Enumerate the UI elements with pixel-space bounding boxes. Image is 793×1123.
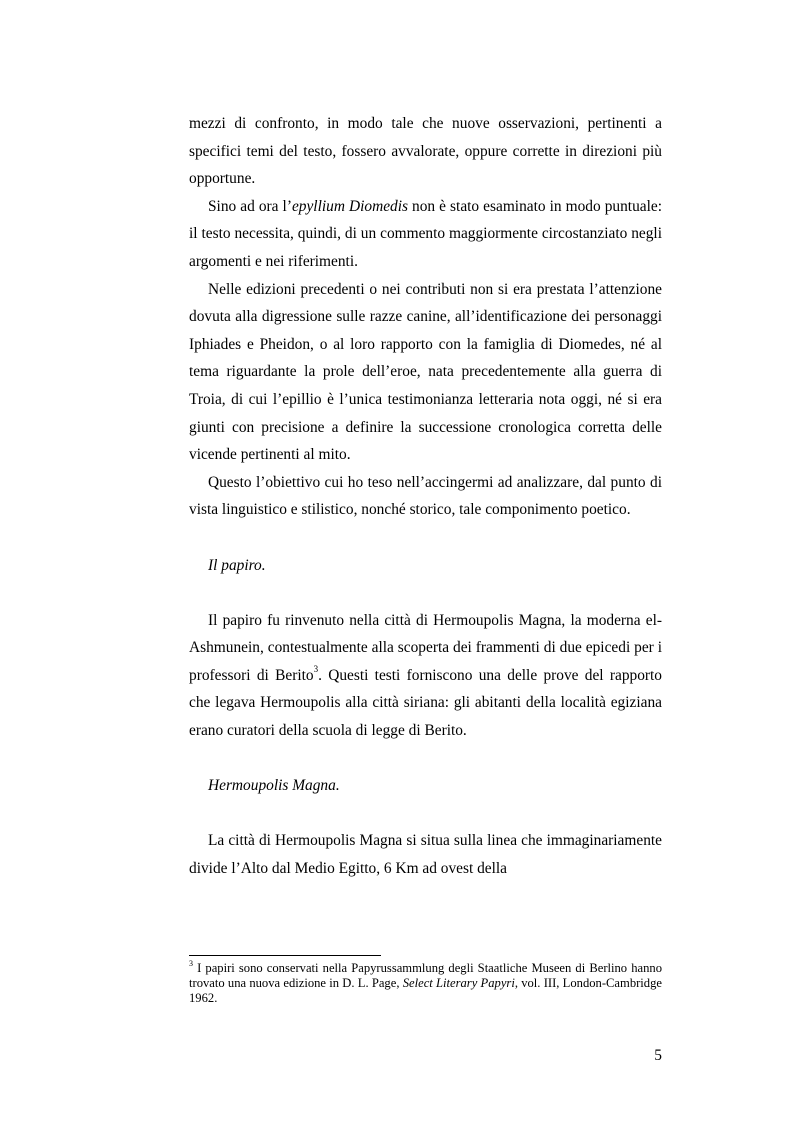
paragraph-previous-editions <box>189 276 662 469</box>
paragraph-hermoupolis <box>189 827 662 882</box>
footnote-text: I papiri sono conservati nella Papyrussammlung degli Staatliche Museen di Berlino hanno trovato una nuova edizione in D. L. Page, <box>189 961 662 990</box>
italic-title: epyllium Diomedis <box>291 197 408 215</box>
footnote-divider <box>189 955 381 956</box>
footnote <box>189 958 662 1006</box>
paragraph-text: Il papiro fu rinvenuto nella città di Hermoupolis Magna, la moderna el-Ashmunein, contestualmente alla scoperta dei frammenti di due epicedi per i professori di Berito <box>189 611 662 684</box>
paragraph-text: mezzi di confronto, in modo tale che nuove osservazioni, pertinenti a specifici temi del testo, fossero avvalorate, oppure corrette in direzioni più opportune. <box>189 115 662 188</box>
paragraph-text: Nelle edizioni precedenti o nei contributi non si era prestata l’attenzione dovuta alla digressione sulle razze canine, all’identificazione dei personaggi Iphiades e Pheidon, o al loro rapporto con la famiglia di Diomedes, né al tema riguardante la prole dell’eroe, nata precedentemente alla guerra di Troia, di cui l’epillio è l’unica testimonianza letteraria nota oggi, né si era giunti con precisione a definire la successione cronologica corretta delle vicende pertinenti al mito. <box>189 280 662 464</box>
page-number: 5 <box>654 1047 662 1064</box>
section-heading-hermoupolis: Hermoupolis Magna. <box>208 777 340 795</box>
paragraph-objective <box>189 469 662 524</box>
footnote-italic-title: Select Literary Papyri <box>402 976 515 990</box>
paragraph-text: non è stato esaminato in modo puntuale: il testo necessita, quindi, di un commento maggiormente circostanziato negli argomenti e nei riferimenti. <box>189 197 662 270</box>
paragraph-text: Questo l’obiettivo cui ho teso nell’accingermi ad analizzare, dal punto di vista linguistico e stilistico, nonché storico, tale componimento poetico. <box>189 473 662 519</box>
paragraph-text: Sino ad ora l’ <box>208 197 292 215</box>
paragraph-text: . Questi testi forniscono una delle prove del rapporto che legava Hermoupolis alla città siriana: gli abitanti della località egiziana erano curatori della scuola di legge di Berito. <box>189 666 663 740</box>
body-text <box>189 110 662 883</box>
paragraph-papiro <box>189 607 662 745</box>
footnote-reference[interactable]: 3 <box>313 663 319 674</box>
footnote-text: , vol. III, London-Cambridge 1962. <box>189 976 662 1005</box>
paragraph-continuation <box>189 110 662 193</box>
paragraph-epyllium <box>189 193 662 276</box>
footnote-number: 3 <box>189 958 193 968</box>
paragraph-text: La città di Hermoupolis Magna si situa sulla linea che immaginariamente divide l’Alto dal Medio Egitto, 6 Km ad ovest della <box>189 832 662 878</box>
section-heading-papiro: Il papiro. <box>208 556 266 574</box>
